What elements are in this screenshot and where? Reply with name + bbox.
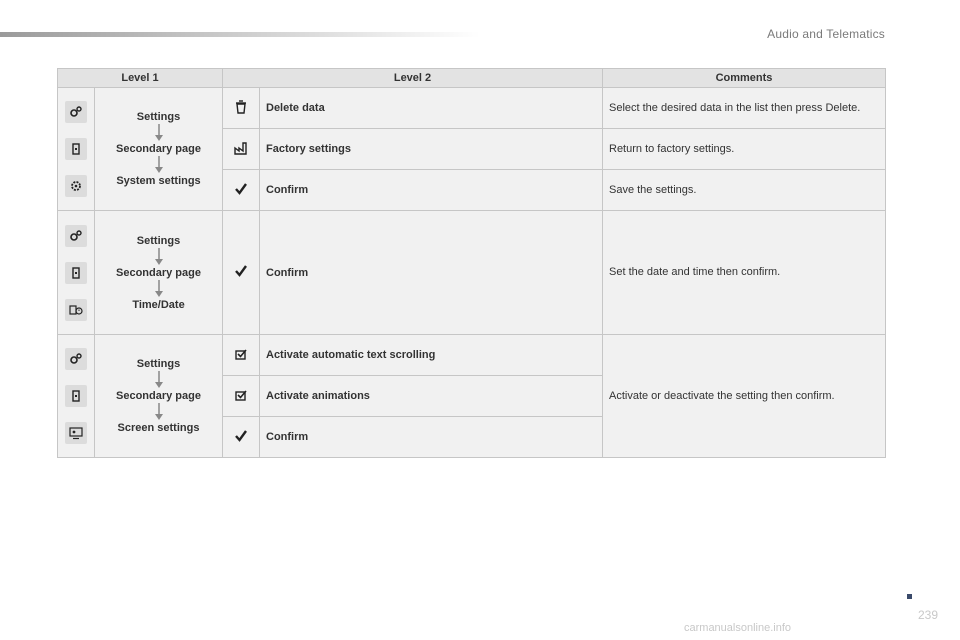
comment-cell: Select the desired data in the list then press Delete.: [603, 88, 886, 129]
watermark: carmanualsonline.info: [684, 622, 792, 634]
down-arrow-icon: [154, 124, 164, 142]
secondary-page-icon: [65, 138, 87, 160]
l2-icon-cell: [223, 211, 260, 335]
group3-icons: [58, 335, 95, 458]
l2-icon-cell: [223, 129, 260, 170]
section-title: Audio and Telematics: [767, 27, 885, 41]
l2-label: Activate automatic text scrolling: [260, 335, 603, 376]
secondary-page-icon: [65, 262, 87, 284]
table-row: [58, 88, 886, 129]
down-arrow-icon: [154, 371, 164, 389]
header-level2: Level 2: [223, 69, 603, 88]
page-number: 239: [917, 608, 938, 622]
group2-icons: [58, 211, 95, 335]
page-marker: [907, 594, 912, 599]
l2-icon-cell: [223, 88, 260, 129]
checkbox-icon: [233, 346, 249, 362]
flow-step-time-date: Time/Date: [132, 298, 185, 311]
comment-cell: Save the settings.: [603, 170, 886, 211]
checkbox-icon: [233, 387, 249, 403]
down-arrow-icon: [154, 403, 164, 421]
l2-icon-cell: [223, 376, 260, 417]
group1-icons: [58, 88, 95, 211]
down-arrow-icon: [154, 248, 164, 266]
system-settings-icon: [65, 175, 87, 197]
table-row: [58, 211, 886, 335]
flow-step-settings: Settings: [136, 111, 181, 123]
comment-cell: Return to factory settings.: [603, 129, 886, 170]
header-gradient-bar: [0, 32, 480, 37]
checkmark-icon: [233, 263, 249, 279]
header-level1: Level 1: [58, 69, 223, 88]
group2-flow: [95, 211, 223, 335]
comment-cell: Activate or deactivate the setting then confirm.: [603, 335, 886, 458]
settings-table: [57, 68, 886, 458]
settings-gear-icon: [65, 101, 87, 123]
l2-label: Factory settings: [260, 129, 603, 170]
flow-step-screen-settings: Screen settings: [117, 422, 200, 434]
group1-flow: [95, 88, 223, 211]
settings-gear-icon: [65, 225, 87, 247]
l2-label: Activate animations: [260, 376, 603, 417]
checkmark-icon: [233, 428, 249, 444]
l2-label: Confirm: [260, 170, 603, 211]
settings-gear-icon: [65, 348, 87, 370]
flow-step-secondary-page: Secondary page: [116, 266, 201, 279]
flow-step-secondary-page: Secondary page: [116, 390, 201, 402]
flow-step-settings: Settings: [136, 358, 181, 370]
l2-icon-cell: [223, 170, 260, 211]
l2-label: Delete data: [260, 88, 603, 129]
factory-settings-icon: [233, 140, 249, 156]
table-row: [58, 335, 886, 376]
flow-step-secondary-page: Secondary page: [116, 143, 201, 155]
screen-settings-icon: [65, 422, 87, 444]
checkmark-icon: [233, 181, 249, 197]
calendar-clock-icon: [65, 299, 87, 321]
secondary-page-icon: [65, 385, 87, 407]
l2-icon-cell: [223, 335, 260, 376]
comment-cell: Set the date and time then confirm.: [603, 211, 886, 335]
l2-icon-cell: [223, 417, 260, 458]
down-arrow-icon: [154, 280, 164, 298]
flow-step-system-settings: System settings: [116, 175, 201, 187]
l2-label: Confirm: [260, 417, 603, 458]
delete-data-icon: [233, 99, 249, 115]
table-header-row: [58, 69, 886, 88]
down-arrow-icon: [154, 156, 164, 174]
flow-step-settings: Settings: [136, 234, 181, 247]
header-comments: Comments: [603, 69, 886, 88]
l2-label: Confirm: [260, 211, 603, 335]
group3-flow: [95, 335, 223, 458]
